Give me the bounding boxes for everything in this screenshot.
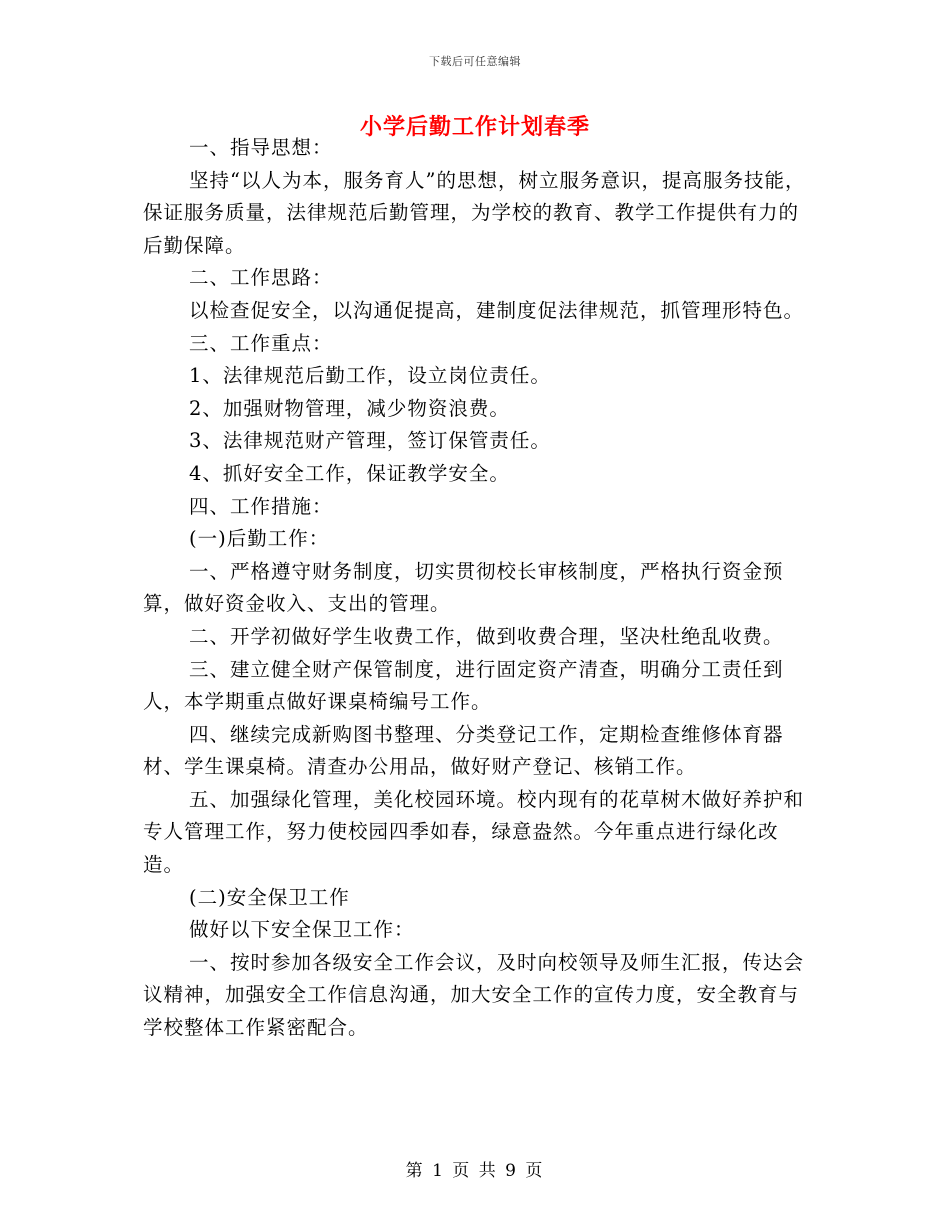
paragraph-measure-1: 一、严格遵守财务制度，切实贯彻校长审核制度，严格执行资金预算，做好资金收入、支出的管理。 [143,559,784,616]
subsection-heading-logistics: (一)后勤工作： [189,527,330,551]
paragraph-guiding-thought: 坚持“以人为本，服务育人”的思想，树立服务意识，提高服务技能，保证服务质量，法律规范后勤管理，为学校的教育、教学工作提供有力的后勤保障。 [143,168,806,257]
list-item-focus-2: 2、加强财物管理，减少物资浪费。 [189,396,510,420]
section-heading-work-measures: 四、工作措施： [189,494,333,518]
subsection-heading-security: (二)安全保卫工作 [189,885,350,909]
list-item-focus-4: 4、抓好安全工作，保证教学安全。 [189,461,510,485]
paragraph-measure-3: 三、建立健全财产保管制度，进行固定资产清查，明确分工责任到人，本学期重点做好课桌椅编号工作。 [143,657,784,714]
list-item-focus-3: 3、法律规范财产管理，签订保管责任。 [189,429,551,453]
section-heading-guiding-thought: 一、指导思想： [189,136,333,159]
page-footer: 第 1 页 共 9 页 [405,1161,545,1181]
header-note: 下载后可任意编辑 [429,55,521,68]
paragraph-security-intro: 做好以下安全保卫工作： [189,918,415,942]
section-heading-work-approach: 二、工作思路： [189,266,333,290]
list-item-focus-1: 1、法律规范后勤工作，设立岗位责任。 [189,364,551,388]
paragraph-work-approach: 以检查促安全，以沟通促提高，建制度促法律规范，抓管理形特色。 [189,298,805,322]
document-title: 小学后勤工作计划春季 [359,114,590,140]
document-body [143,132,808,1045]
paragraph-measure-2: 二、开学初做好学生收费工作，做到收费合理，坚决杜绝乱收费。 [189,624,784,648]
paragraph-measure-4: 四、继续完成新购图书整理、分类登记工作，定期检查维修体育器材、学生课桌椅。清查办公用品，做好财产登记、核销工作。 [143,722,784,779]
paragraph-security-1: 一、按时参加各级安全工作会议，及时向校领导及师生汇报，传达会议精神，加强安全工作信息沟通，加大安全工作的宣传力度，安全教育与学校整体工作紧密配合。 [143,950,805,1040]
section-heading-work-focus: 三、工作重点： [189,331,333,355]
paragraph-measure-5: 五、加强绿化管理，美化校园环境。校内现有的花草树木做好养护和专人管理工作，努力使校园四季如春，绿意盎然。今年重点进行绿化改造。 [143,787,805,877]
